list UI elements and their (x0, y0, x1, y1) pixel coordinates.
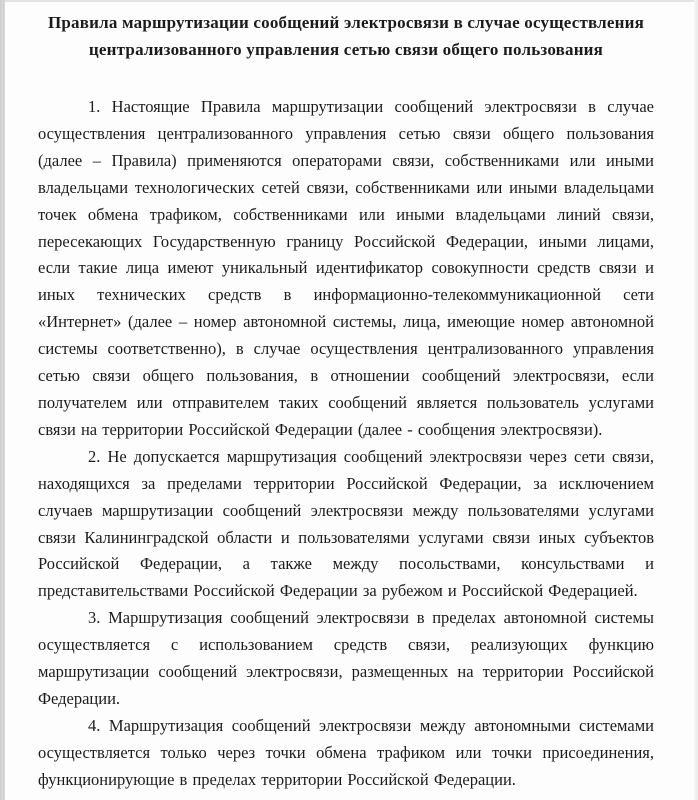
document-title-line-1: Правила маршрутизации сообщений электросвязи в случае осуществления (47, 13, 645, 32)
document-body (38, 94, 654, 794)
paragraph-4: 4. Маршрутизация сообщений электросвязи между автономными системами осуществляется только через точки обмена трафиком или точки присоединения, функционирующие в пределах территории Российской Федерации. (38, 715, 654, 789)
paragraph-1: 1. Настоящие Правила маршрутизации сообщений электросвязи в случае осуществления централизованного управления сетью связи общего пользования (далее – Правила) применяются операторами связи, собственниками или иными владельцами технологических сетей связи, собственниками или иными владельцами точек обмена трафиком, собственниками или иными владельцами линий связи, пересекающих Государственную границу Российской Федерации, иными лицами, если такие лица имеют уникальный идентификатор совокупности средств связи и иных технических средств в информационно-телекоммуникационной сети «Интернет» (далее – номер автономной системы, лица, имеющие номер автономной системы соответственно), в случае осуществления централизованного управления сетью связи общего пользования, в отношении сообщений электросвязи, если получателем или отправителем таких сообщений является пользователь услугами связи на территории Российской Федерации (далее - сообщения электросвязи). (38, 97, 654, 439)
document-title (38, 9, 654, 63)
document-title-line-2: централизованного управления сетью связи общего пользования (88, 40, 604, 59)
paragraph-3: 3. Маршрутизация сообщений электросвязи в пределах автономной системы осуществляется с использованием средств связи, реализующих функцию маршрутизации сообщений электросвязи, размещенных на территории Российской Федерации. (38, 608, 654, 708)
paragraph-2: 2. Не допускается маршрутизация сообщений электросвязи через сети связи, находящихся за пределами территории Российской Федерации, за исключением случаев маршрутизации сообщений электросвязи между пользователями услугами связи Калининградской области и пользователями услугами связи иных субъектов Российской Федерации, а также между посольствами, консульствами и представительствами Российской Федерации за рубежом и Российской Федерацией. (38, 446, 654, 601)
